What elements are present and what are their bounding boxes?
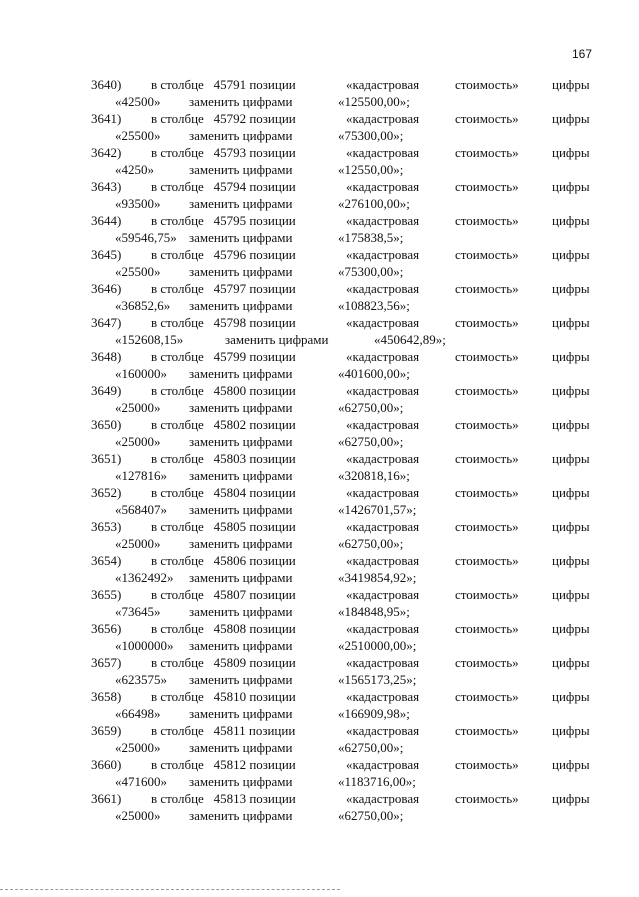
replace-phrase: заменить цифрами <box>189 672 293 687</box>
new-value: «3419854,92»; <box>338 570 417 585</box>
column-reference <box>151 484 296 501</box>
item-number: 3643) <box>91 179 122 194</box>
cadastral-word: «кадастровая <box>346 281 420 296</box>
column-number: 45804 <box>213 485 247 500</box>
old-value: «25000» <box>115 808 161 823</box>
old-value: «25500» <box>115 264 161 279</box>
column-number: 45798 <box>213 315 247 330</box>
replace-phrase: заменить цифрами <box>189 536 293 551</box>
list-item <box>0 484 639 518</box>
item-number: 3658) <box>91 689 122 704</box>
column-number: 45792 <box>213 111 247 126</box>
item-number: 3650) <box>91 417 122 432</box>
position-word: позиции <box>249 349 296 364</box>
list-item <box>0 518 639 552</box>
column-number: 45796 <box>213 247 247 262</box>
list-item <box>0 382 639 416</box>
item-number: 3657) <box>91 655 122 670</box>
column-reference <box>151 178 296 195</box>
new-value: «276100,00»; <box>338 196 410 211</box>
old-value: «25000» <box>115 740 161 755</box>
value-word: стоимость» <box>455 77 519 92</box>
new-value: «62750,00»; <box>338 400 404 415</box>
value-word: стоимость» <box>455 179 519 194</box>
replace-phrase: заменить цифрами <box>189 94 293 109</box>
old-value: «36852,6» <box>115 298 171 313</box>
value-word: стоимость» <box>455 791 519 806</box>
column-number: 45807 <box>213 587 247 602</box>
list-item <box>0 722 639 756</box>
old-value: «66498» <box>115 706 161 721</box>
column-reference <box>151 76 296 93</box>
value-word: стоимость» <box>455 723 519 738</box>
column-word: в столбце <box>151 77 204 92</box>
replace-phrase: заменить цифрами <box>189 740 293 755</box>
old-value: «160000» <box>115 366 167 381</box>
digits-word: цифры <box>552 281 590 296</box>
position-word: позиции <box>249 451 296 466</box>
replace-phrase: заменить цифрами <box>189 128 293 143</box>
cadastral-word: «кадастровая <box>346 145 420 160</box>
replace-phrase: заменить цифрами <box>189 400 293 415</box>
list-item <box>0 144 639 178</box>
list-item <box>0 756 639 790</box>
value-word: стоимость» <box>455 587 519 602</box>
column-word: в столбце <box>151 689 204 704</box>
column-number: 45802 <box>213 417 247 432</box>
item-number: 3646) <box>91 281 122 296</box>
old-value: «25000» <box>115 536 161 551</box>
old-value: «25000» <box>115 400 161 415</box>
column-reference <box>151 212 296 229</box>
column-number: 45799 <box>213 349 247 364</box>
digits-word: цифры <box>552 77 590 92</box>
new-value: «1565173,25»; <box>338 672 417 687</box>
column-number: 45812 <box>213 757 247 772</box>
column-number: 45808 <box>213 621 247 636</box>
amendment-list <box>0 76 639 824</box>
column-word: в столбце <box>151 383 204 398</box>
new-value: «450642,89»; <box>374 332 446 347</box>
item-number: 3648) <box>91 349 122 364</box>
list-item <box>0 586 639 620</box>
column-reference <box>151 280 296 297</box>
new-value: «62750,00»; <box>338 434 404 449</box>
item-number: 3653) <box>91 519 122 534</box>
value-word: стоимость» <box>455 315 519 330</box>
column-word: в столбце <box>151 757 204 772</box>
item-number: 3656) <box>91 621 122 636</box>
column-number: 45800 <box>213 383 247 398</box>
position-word: позиции <box>249 247 296 262</box>
digits-word: цифры <box>552 723 590 738</box>
position-word: позиции <box>249 621 296 636</box>
old-value: «127816» <box>115 468 167 483</box>
digits-word: цифры <box>552 383 590 398</box>
position-word: позиции <box>249 383 296 398</box>
column-word: в столбце <box>151 111 204 126</box>
column-number: 45811 <box>213 723 246 738</box>
item-number: 3651) <box>91 451 122 466</box>
item-number: 3647) <box>91 315 122 330</box>
new-value: «12550,00»; <box>338 162 404 177</box>
cadastral-word: «кадастровая <box>346 485 420 500</box>
digits-word: цифры <box>552 587 590 602</box>
list-item <box>0 654 639 688</box>
digits-word: цифры <box>552 621 590 636</box>
position-word: позиции <box>249 145 296 160</box>
replace-phrase: заменить цифрами <box>189 502 293 517</box>
value-word: стоимость» <box>455 145 519 160</box>
position-word: позиции <box>249 553 296 568</box>
replace-phrase: заменить цифрами <box>189 196 293 211</box>
column-reference <box>151 416 296 433</box>
digits-word: цифры <box>552 349 590 364</box>
value-word: стоимость» <box>455 757 519 772</box>
value-word: стоимость» <box>455 451 519 466</box>
cadastral-word: «кадастровая <box>346 179 420 194</box>
value-word: стоимость» <box>455 689 519 704</box>
cadastral-word: «кадастровая <box>346 349 420 364</box>
cadastral-word: «кадастровая <box>346 451 420 466</box>
list-item <box>0 348 639 382</box>
column-word: в столбце <box>151 791 204 806</box>
position-word: позиции <box>249 77 296 92</box>
value-word: стоимость» <box>455 655 519 670</box>
replace-phrase: заменить цифрами <box>189 808 293 823</box>
old-value: «4250» <box>115 162 154 177</box>
column-number: 45805 <box>213 519 247 534</box>
old-value: «59546,75» <box>115 230 177 245</box>
column-number: 45794 <box>213 179 247 194</box>
position-word: позиции <box>249 791 296 806</box>
column-reference <box>151 348 296 365</box>
column-number: 45809 <box>213 655 247 670</box>
replace-phrase: заменить цифрами <box>189 638 293 653</box>
position-word: позиции <box>249 655 296 670</box>
column-word: в столбце <box>151 553 204 568</box>
cadastral-word: «кадастровая <box>346 553 420 568</box>
item-number: 3644) <box>91 213 122 228</box>
column-number: 45813 <box>213 791 247 806</box>
old-value: «25000» <box>115 434 161 449</box>
column-word: в столбце <box>151 315 204 330</box>
new-value: «175838,5»; <box>338 230 404 245</box>
cadastral-word: «кадастровая <box>346 587 420 602</box>
column-reference <box>151 450 296 467</box>
item-number: 3661) <box>91 791 122 806</box>
column-word: в столбце <box>151 621 204 636</box>
digits-word: цифры <box>552 145 590 160</box>
list-item <box>0 314 639 348</box>
column-word: в столбце <box>151 519 204 534</box>
column-number: 45806 <box>213 553 247 568</box>
item-number: 3641) <box>91 111 122 126</box>
item-number: 3640) <box>91 77 122 92</box>
new-value: «184848,95»; <box>338 604 410 619</box>
position-word: позиции <box>249 485 296 500</box>
item-number: 3655) <box>91 587 122 602</box>
item-number: 3659) <box>91 723 122 738</box>
list-item <box>0 450 639 484</box>
cadastral-word: «кадастровая <box>346 247 420 262</box>
position-word: позиции <box>249 213 296 228</box>
digits-word: цифры <box>552 485 590 500</box>
position-word: позиции <box>249 689 296 704</box>
column-number: 45793 <box>213 145 247 160</box>
cadastral-word: «кадастровая <box>346 621 420 636</box>
column-number: 45795 <box>213 213 247 228</box>
column-number: 45791 <box>213 77 247 92</box>
new-value: «2510000,00»; <box>338 638 417 653</box>
list-item <box>0 76 639 110</box>
digits-word: цифры <box>552 213 590 228</box>
column-reference <box>151 552 296 569</box>
replace-phrase: заменить цифрами <box>189 434 293 449</box>
old-value: «471600» <box>115 774 167 789</box>
position-word: позиции <box>249 757 296 772</box>
new-value: «125500,00»; <box>338 94 410 109</box>
item-number: 3652) <box>91 485 122 500</box>
position-word: позиции <box>249 315 296 330</box>
column-word: в столбце <box>151 485 204 500</box>
list-item <box>0 246 639 280</box>
column-word: в столбце <box>151 451 204 466</box>
footer-rule <box>0 889 340 890</box>
value-word: стоимость» <box>455 383 519 398</box>
column-word: в столбце <box>151 247 204 262</box>
new-value: «62750,00»; <box>338 536 404 551</box>
cadastral-word: «кадастровая <box>346 111 420 126</box>
old-value: «152608,15» <box>115 332 184 347</box>
new-value: «1426701,57»; <box>338 502 417 517</box>
digits-word: цифры <box>552 689 590 704</box>
value-word: стоимость» <box>455 213 519 228</box>
replace-phrase: заменить цифрами <box>189 162 293 177</box>
value-word: стоимость» <box>455 621 519 636</box>
cadastral-word: «кадастровая <box>346 757 420 772</box>
replace-phrase: заменить цифрами <box>225 332 329 347</box>
column-word: в столбце <box>151 349 204 364</box>
list-item <box>0 688 639 722</box>
replace-phrase: заменить цифрами <box>189 230 293 245</box>
column-word: в столбце <box>151 587 204 602</box>
position-word: позиции <box>249 417 296 432</box>
digits-word: цифры <box>552 519 590 534</box>
new-value: «166909,98»; <box>338 706 410 721</box>
value-word: стоимость» <box>455 417 519 432</box>
page-number: 167 <box>572 47 593 61</box>
position-word: позиции <box>249 111 296 126</box>
item-number: 3654) <box>91 553 122 568</box>
cadastral-word: «кадастровая <box>346 213 420 228</box>
column-number: 45810 <box>213 689 247 704</box>
digits-word: цифры <box>552 451 590 466</box>
digits-word: цифры <box>552 655 590 670</box>
new-value: «1183716,00»; <box>338 774 416 789</box>
list-item <box>0 212 639 246</box>
position-word: позиции <box>249 179 296 194</box>
list-item <box>0 790 639 824</box>
old-value: «623575» <box>115 672 167 687</box>
replace-phrase: заменить цифрами <box>189 366 293 381</box>
column-word: в столбце <box>151 723 204 738</box>
cadastral-word: «кадастровая <box>346 417 420 432</box>
digits-word: цифры <box>552 553 590 568</box>
new-value: «62750,00»; <box>338 808 404 823</box>
column-word: в столбце <box>151 655 204 670</box>
digits-word: цифры <box>552 179 590 194</box>
list-item <box>0 110 639 144</box>
digits-word: цифры <box>552 247 590 262</box>
new-value: «320818,16»; <box>338 468 410 483</box>
position-word: позиции <box>249 519 296 534</box>
cadastral-word: «кадастровая <box>346 383 420 398</box>
replace-phrase: заменить цифрами <box>189 604 293 619</box>
new-value: «75300,00»; <box>338 264 404 279</box>
position-word: позиции <box>249 587 296 602</box>
cadastral-word: «кадастровая <box>346 791 420 806</box>
list-item <box>0 280 639 314</box>
list-item <box>0 620 639 654</box>
old-value: «1362492» <box>115 570 174 585</box>
list-item <box>0 178 639 212</box>
old-value: «1000000» <box>115 638 174 653</box>
column-reference <box>151 790 296 807</box>
column-reference <box>151 246 296 263</box>
replace-phrase: заменить цифрами <box>189 298 293 313</box>
list-item <box>0 552 639 586</box>
value-word: стоимость» <box>455 247 519 262</box>
column-reference <box>151 110 296 127</box>
column-word: в столбце <box>151 213 204 228</box>
replace-phrase: заменить цифрами <box>189 774 293 789</box>
replace-phrase: заменить цифрами <box>189 468 293 483</box>
column-word: в столбце <box>151 179 204 194</box>
digits-word: цифры <box>552 315 590 330</box>
old-value: «42500» <box>115 94 161 109</box>
column-number: 45803 <box>213 451 247 466</box>
column-reference <box>151 586 296 603</box>
column-number: 45797 <box>213 281 247 296</box>
new-value: «108823,56»; <box>338 298 410 313</box>
new-value: «75300,00»; <box>338 128 404 143</box>
column-word: в столбце <box>151 281 204 296</box>
column-word: в столбце <box>151 145 204 160</box>
digits-word: цифры <box>552 791 590 806</box>
item-number: 3660) <box>91 757 122 772</box>
value-word: стоимость» <box>455 553 519 568</box>
column-reference <box>151 654 296 671</box>
digits-word: цифры <box>552 111 590 126</box>
new-value: «62750,00»; <box>338 740 404 755</box>
column-reference <box>151 620 296 637</box>
column-reference <box>151 314 296 331</box>
replace-phrase: заменить цифрами <box>189 706 293 721</box>
replace-phrase: заменить цифрами <box>189 264 293 279</box>
position-word: позиции <box>249 281 296 296</box>
item-number: 3642) <box>91 145 122 160</box>
cadastral-word: «кадастровая <box>346 519 420 534</box>
value-word: стоимость» <box>455 281 519 296</box>
cadastral-word: «кадастровая <box>346 315 420 330</box>
item-number: 3645) <box>91 247 122 262</box>
digits-word: цифры <box>552 417 590 432</box>
position-word: позиции <box>248 723 296 738</box>
value-word: стоимость» <box>455 485 519 500</box>
old-value: «568407» <box>115 502 167 517</box>
replace-phrase: заменить цифрами <box>189 570 293 585</box>
digits-word: цифры <box>552 757 590 772</box>
value-word: стоимость» <box>455 111 519 126</box>
column-reference <box>151 518 296 535</box>
column-reference <box>151 756 296 773</box>
cadastral-word: «кадастровая <box>346 689 420 704</box>
old-value: «25500» <box>115 128 161 143</box>
column-reference <box>151 722 295 739</box>
value-word: стоимость» <box>455 519 519 534</box>
value-word: стоимость» <box>455 349 519 364</box>
column-word: в столбце <box>151 417 204 432</box>
column-reference <box>151 382 296 399</box>
old-value: «93500» <box>115 196 161 211</box>
cadastral-word: «кадастровая <box>346 77 420 92</box>
column-reference <box>151 144 296 161</box>
column-reference <box>151 688 296 705</box>
item-number: 3649) <box>91 383 122 398</box>
cadastral-word: «кадастровая <box>346 655 420 670</box>
old-value: «73645» <box>115 604 161 619</box>
list-item <box>0 416 639 450</box>
cadastral-word: «кадастровая <box>346 723 420 738</box>
new-value: «401600,00»; <box>338 366 410 381</box>
